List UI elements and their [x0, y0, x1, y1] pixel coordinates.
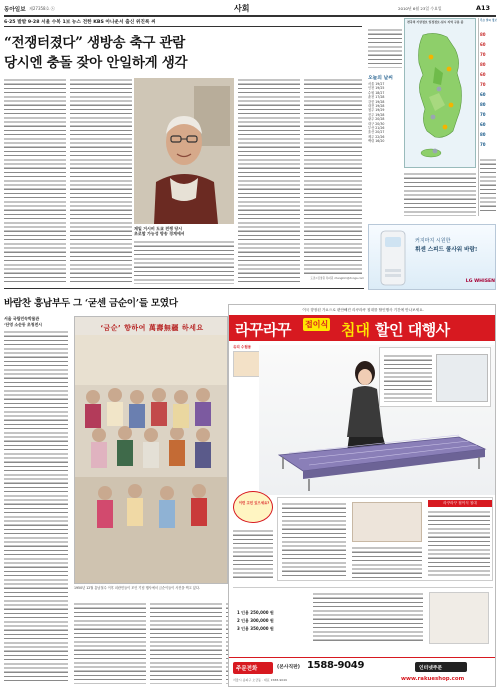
second-body-bottom-1	[74, 602, 146, 684]
page-header	[0, 0, 500, 20]
promo-panel	[277, 497, 493, 581]
promo-title: 라꾸라꾸 접이식 침대	[428, 500, 492, 507]
weather-map-title: 전국의 기상정보 일정정보·실시 지역 구분 중	[407, 20, 464, 24]
product-inset-panel	[379, 347, 491, 407]
shop-label-text: 인터넷주문	[419, 665, 443, 671]
group-photo-illustration	[75, 317, 228, 584]
weather-side-text	[480, 158, 496, 214]
group-photo	[74, 316, 228, 584]
aircon-ad	[368, 224, 496, 290]
second-headline: 바람찬 흥남부두 그 ‘굳센 금순이’들 모였다	[4, 298, 178, 309]
ad-side-image-1	[233, 351, 261, 377]
inset-text	[384, 354, 432, 402]
side-value: 80	[480, 62, 486, 67]
city-row: 백령 16/20	[368, 139, 385, 144]
photo-banner: ‘금순’ 향하여 萬壽無疆 하세요	[100, 324, 204, 332]
ad-bubble	[233, 491, 273, 523]
section-divider	[4, 288, 364, 289]
city-row: 강릉 19/28	[368, 99, 385, 104]
weather-city-list	[368, 82, 402, 144]
city-row: 수원 18/27	[368, 90, 385, 95]
second-subhead: 서울 국립민속박물관 ‘단영 소순동 초청전시	[4, 316, 43, 327]
city-row: 서울 19/27	[368, 82, 385, 86]
city-row: 제주 22/26	[368, 134, 385, 139]
price-panel	[233, 587, 493, 653]
city-row: 춘천 17/28	[368, 95, 385, 100]
side-value: 70	[480, 52, 486, 57]
ad-headline-badge: 접이식	[305, 320, 329, 329]
issue-number: 제27358호 ㉦	[29, 6, 55, 11]
lead-body-column-4	[304, 78, 362, 274]
ad-headline-product: 침대	[341, 321, 370, 339]
side-value: 80	[480, 132, 486, 137]
ad-address: 서울시 송파구 오금동 · 대표 1588-9049	[233, 678, 287, 682]
portrait-illustration	[134, 78, 234, 224]
group-photo-caption: 1950년 12월 흥남철수 이후 피란민들이 모인 기념 행사에서 금순이들이 사진을 찍고 있다.	[74, 586, 200, 590]
portrait-caption: 재일 거시비 도쿄 전쟁 당시 초로할 가능성 방송 경계에서	[134, 226, 185, 237]
ad-bubble-text: 이런 고민 있으세요?	[238, 501, 270, 505]
masthead: 동아일보	[4, 7, 26, 13]
portrait-photo	[134, 78, 234, 224]
ad-headline-bar	[229, 315, 496, 341]
side-value: 60	[480, 92, 486, 97]
side-value: 80	[480, 102, 486, 107]
lead-byline: 도쿄=김창원 특파원 changkim@donga.com	[310, 277, 364, 280]
aircon-slogan-line2: 휘센 스피드 쿨사워 바람!	[415, 247, 478, 253]
korea-weather-map	[405, 27, 477, 167]
side-value: 60	[480, 122, 486, 127]
city-row: 대전 19/28	[368, 104, 385, 109]
lead-body-column-3	[238, 78, 300, 284]
weather-section	[368, 18, 496, 218]
city-row: 대구 20/30	[368, 121, 385, 126]
promo-image	[352, 502, 422, 542]
shop-website-link[interactable]: www.rakueshop.com	[401, 676, 465, 682]
city-row: 울산 20/27	[368, 130, 385, 135]
order-phone-number[interactable]: 1588-9049	[307, 660, 365, 671]
portrait-caption-body	[134, 240, 234, 284]
shop-label	[415, 662, 467, 672]
page-number: A13	[476, 4, 491, 12]
weather-side-values	[480, 30, 497, 150]
ad-headline-brand: 라꾸라꾸	[235, 321, 291, 339]
lead-article	[4, 18, 364, 288]
ad-side-label: 유리 수험용	[233, 345, 252, 349]
price-row-1: 1 인용 250,000 원	[237, 610, 274, 615]
lead-headline-line2: 당시엔 충돌 잦아 안일하게 생각	[4, 55, 188, 71]
promo-text-2	[352, 546, 422, 578]
city-row: 전주 19/28	[368, 112, 385, 117]
lead-body-column-1	[4, 78, 66, 284]
side-value: 70	[480, 112, 486, 117]
city-row: 부산 21/26	[368, 126, 385, 131]
city-row: 광주 20/28	[368, 117, 385, 122]
second-body-column-1	[4, 330, 68, 684]
second-body-bottom-2	[150, 602, 222, 684]
ad-top-note: 이국 향장된 가요으로 편안해진 리쿠라쿠 침대를 할인행사 기간에 만나보세요.	[302, 308, 424, 312]
section-title: 사회	[234, 3, 250, 13]
issue-date: 2010년 6월 23일 수요일	[398, 6, 442, 11]
price-row-3: 3 인용 350,000 원	[237, 626, 274, 631]
promo-text-3	[428, 510, 490, 578]
order-label	[233, 662, 273, 674]
weather-side-panel	[478, 18, 496, 216]
side-value: 60	[480, 72, 486, 77]
kicker-rule	[4, 26, 362, 27]
price-image	[429, 592, 489, 644]
features-left	[233, 529, 273, 581]
weather-notes	[368, 28, 402, 68]
side-value: 70	[480, 142, 486, 147]
city-row: 인천 19/25	[368, 86, 385, 91]
lead-headline-line1: “전쟁터졌다” 생방송 축구 관람	[4, 35, 186, 51]
weather-title: 오늘의 날씨	[368, 76, 393, 81]
weather-side-title: 주요 날씨 정보	[480, 19, 497, 22]
order-label-text: 주문전화	[236, 666, 258, 672]
aircon-slogan-line1: 커지마지 시원한	[415, 238, 451, 244]
price-notes	[313, 592, 423, 644]
weather-map-box	[404, 18, 476, 168]
weather-forecast-text	[404, 172, 476, 216]
header-rule	[4, 15, 496, 17]
price-row-2: 2 인용 300,000 원	[237, 618, 274, 623]
side-value: 60	[480, 42, 486, 47]
aircon-brand: LG WHISEN	[465, 279, 495, 284]
lead-body-column-2	[70, 78, 132, 284]
lead-kicker: 6·25 발발 9·28 서울 수복 1보 뉴스 전한 KBS 아나운서 출신 위진록 씨	[4, 20, 156, 25]
side-value: 80	[480, 32, 486, 37]
side-value: 70	[480, 82, 486, 87]
mattress-ad	[228, 304, 496, 687]
order-bar	[229, 657, 496, 687]
inset-image	[436, 354, 488, 402]
aircon-unit-icon	[373, 229, 413, 287]
ad-headline-sale: 할인 대행사	[375, 321, 450, 339]
city-row: 청주 19/29	[368, 108, 385, 113]
promo-text-1	[282, 502, 346, 578]
order-sub-label: (본사직판)	[277, 665, 300, 670]
